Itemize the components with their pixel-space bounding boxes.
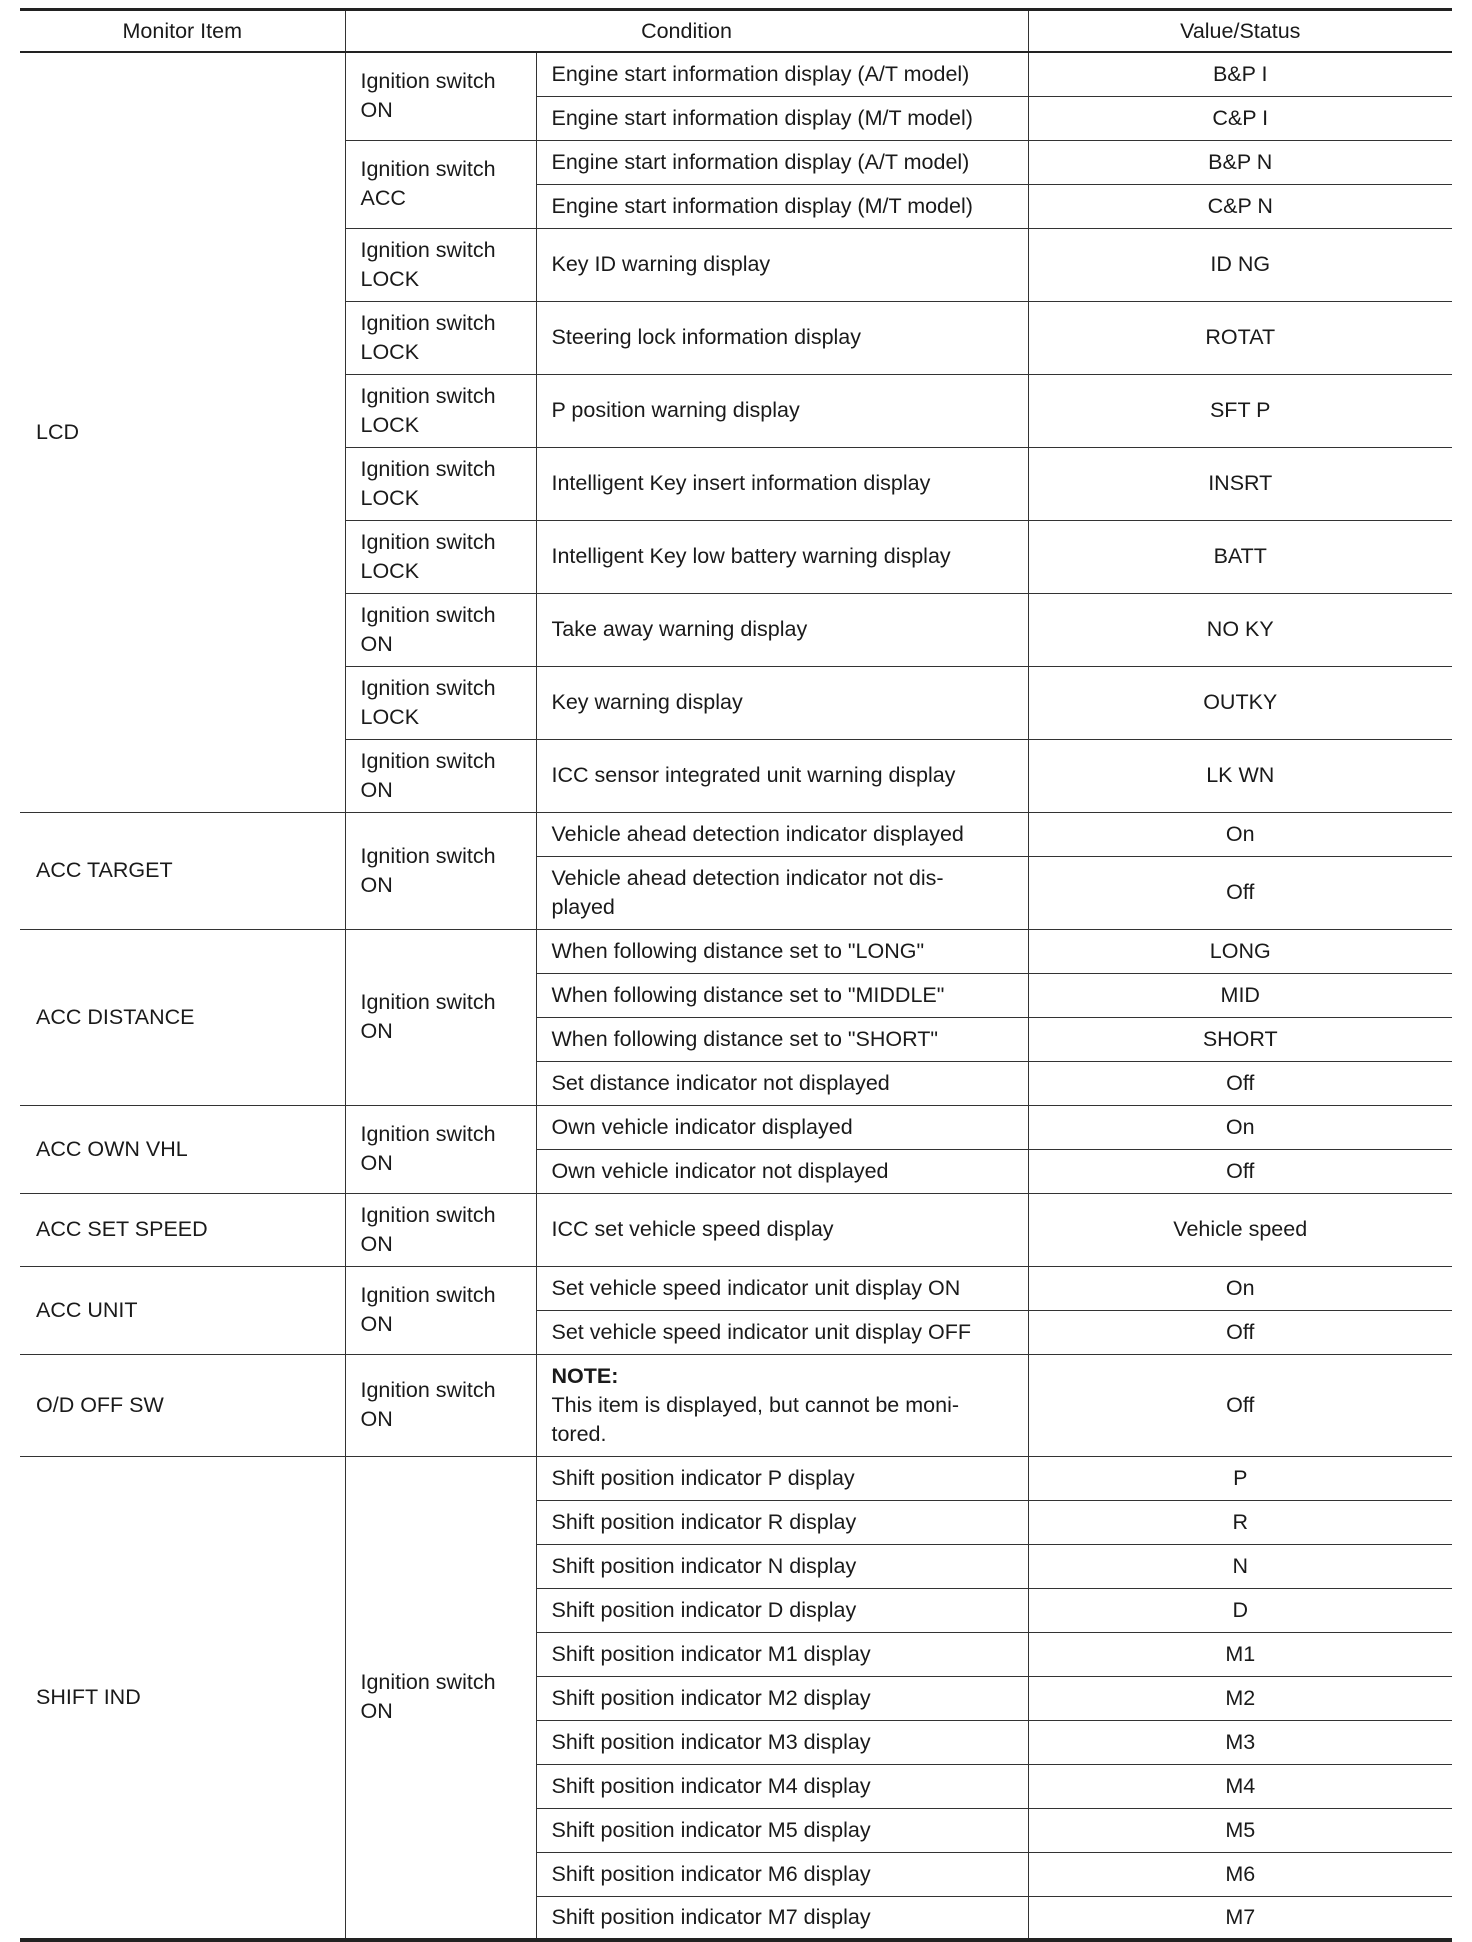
condition-cell: Own vehicle indicator displayed <box>536 1105 1028 1149</box>
condition-cell: Engine start information display (A/T model) <box>536 52 1028 96</box>
ignition-state: ON <box>360 1699 393 1724</box>
condition-line: Vehicle ahead detection indicator not dis- <box>551 865 944 890</box>
ignition-condition <box>345 812 536 929</box>
value-cell: SHORT <box>1028 1017 1452 1061</box>
value-cell: Off <box>1028 856 1452 929</box>
value-cell: M7 <box>1028 1896 1452 1940</box>
ignition-switch-label: Ignition switch <box>360 237 496 262</box>
ignition-switch-label: Ignition switch <box>360 675 496 700</box>
ignition-condition <box>345 739 536 812</box>
ignition-switch-label: Ignition switch <box>360 843 496 868</box>
value-cell: M3 <box>1028 1720 1452 1764</box>
condition-cell: Shift position indicator M4 display <box>536 1764 1028 1808</box>
header-monitor-item: Monitor Item <box>20 10 345 53</box>
ignition-condition <box>345 520 536 593</box>
value-cell: Vehicle speed <box>1028 1193 1452 1266</box>
condition-cell: Shift position indicator M6 display <box>536 1852 1028 1896</box>
monitor-item-od-off-sw: O/D OFF SW <box>20 1354 345 1456</box>
value-cell: M2 <box>1028 1676 1452 1720</box>
value-cell: Off <box>1028 1149 1452 1193</box>
value-cell: NO KY <box>1028 593 1452 666</box>
ignition-switch-label: Ignition switch <box>360 69 496 94</box>
condition-cell: Set vehicle speed indicator unit display ON <box>536 1266 1028 1310</box>
condition-cell: Vehicle ahead detection indicator displayed <box>536 812 1028 856</box>
header-value-status: Value/Status <box>1028 10 1452 53</box>
condition-cell: Own vehicle indicator not displayed <box>536 1149 1028 1193</box>
condition-cell: Shift position indicator N display <box>536 1544 1028 1588</box>
ignition-state: ACC <box>360 186 406 210</box>
condition-cell: Engine start information display (M/T model) <box>536 96 1028 140</box>
value-cell: INSRT <box>1028 447 1452 520</box>
value-cell: SFT P <box>1028 374 1452 447</box>
value-cell: On <box>1028 1105 1452 1149</box>
value-cell: N <box>1028 1544 1452 1588</box>
value-cell: B&P I <box>1028 52 1452 96</box>
monitor-item-acc-set-speed: ACC SET SPEED <box>20 1193 345 1266</box>
condition-cell: Key ID warning display <box>536 228 1028 301</box>
table-row <box>20 52 1452 96</box>
ignition-state: ON <box>360 872 393 897</box>
ignition-condition <box>345 1266 536 1354</box>
ignition-state: ON <box>360 1407 393 1431</box>
ignition-condition <box>345 374 536 447</box>
condition-cell: Shift position indicator M1 display <box>536 1632 1028 1676</box>
condition-cell: Engine start information display (A/T model) <box>536 140 1028 184</box>
condition-cell: Take away warning display <box>536 593 1028 666</box>
ignition-state: ON <box>360 631 393 656</box>
condition-cell: Key warning display <box>536 666 1028 739</box>
condition-cell: Set distance indicator not displayed <box>536 1061 1028 1105</box>
ignition-switch-label: Ignition switch <box>360 529 496 554</box>
condition-cell: Intelligent Key insert information display <box>536 447 1028 520</box>
condition-cell: When following distance set to "SHORT" <box>536 1017 1028 1061</box>
condition-cell: Engine start information display (M/T model) <box>536 184 1028 228</box>
monitor-item-acc-unit: ACC UNIT <box>20 1266 345 1354</box>
condition-cell: P position warning display <box>536 374 1028 447</box>
value-cell: C&P N <box>1028 184 1452 228</box>
table-row <box>20 1456 1452 1500</box>
ignition-condition <box>345 140 536 228</box>
ignition-state: ON <box>360 1231 393 1256</box>
value-cell: ID NG <box>1028 228 1452 301</box>
table-row <box>20 812 1452 856</box>
condition-cell: Shift position indicator M5 display <box>536 1808 1028 1852</box>
ignition-condition <box>345 593 536 666</box>
condition-cell: Steering lock information display <box>536 301 1028 374</box>
value-cell: M4 <box>1028 1764 1452 1808</box>
ignition-switch-label: Ignition switch <box>360 1670 496 1695</box>
monitor-item-acc-target: ACC TARGET <box>20 812 345 929</box>
value-cell: R <box>1028 1500 1452 1544</box>
ignition-state: LOCK <box>360 485 420 510</box>
condition-cell: Shift position indicator M7 display <box>536 1896 1028 1940</box>
value-cell: M5 <box>1028 1808 1452 1852</box>
ignition-condition <box>345 228 536 301</box>
value-cell: Off <box>1028 1061 1452 1105</box>
ignition-condition <box>345 929 536 1105</box>
monitor-table-container <box>20 8 1452 1942</box>
monitor-item-shift-ind: SHIFT IND <box>20 1456 345 1940</box>
ignition-state: ON <box>360 1151 393 1175</box>
condition-cell: When following distance set to "LONG" <box>536 929 1028 973</box>
condition-cell: Shift position indicator M3 display <box>536 1720 1028 1764</box>
condition-cell: Shift position indicator R display <box>536 1500 1028 1544</box>
ignition-state: LOCK <box>360 704 420 729</box>
condition-cell: Shift position indicator D display <box>536 1588 1028 1632</box>
ignition-switch-label: Ignition switch <box>360 1378 496 1402</box>
monitor-item-lcd: LCD <box>20 52 345 812</box>
value-cell: BATT <box>1028 520 1452 593</box>
ignition-condition <box>345 1193 536 1266</box>
note-text: This item is displayed, but cannot be moni- <box>551 1392 960 1417</box>
ignition-switch-label: Ignition switch <box>360 157 496 181</box>
ignition-condition <box>345 52 536 140</box>
ignition-switch-label: Ignition switch <box>360 456 496 481</box>
ignition-state: ON <box>360 98 393 123</box>
value-cell: P <box>1028 1456 1452 1500</box>
note-text: tored. <box>551 1421 607 1446</box>
value-cell: M1 <box>1028 1632 1452 1676</box>
ignition-switch-label: Ignition switch <box>360 1202 496 1227</box>
ignition-state: LOCK <box>360 266 420 291</box>
table-row <box>20 1193 1452 1266</box>
ignition-state: LOCK <box>360 339 420 364</box>
table-row <box>20 1105 1452 1149</box>
ignition-state: ON <box>360 777 393 802</box>
condition-cell: Intelligent Key low battery warning display <box>536 520 1028 593</box>
ignition-condition <box>345 666 536 739</box>
ignition-switch-label: Ignition switch <box>360 1283 496 1307</box>
condition-cell: Shift position indicator M2 display <box>536 1676 1028 1720</box>
condition-cell <box>536 856 1028 929</box>
value-cell: D <box>1028 1588 1452 1632</box>
header-row <box>20 10 1452 53</box>
ignition-switch-label: Ignition switch <box>360 748 496 773</box>
value-cell: On <box>1028 1266 1452 1310</box>
value-cell: B&P N <box>1028 140 1452 184</box>
condition-cell: ICC set vehicle speed display <box>536 1193 1028 1266</box>
value-cell: ROTAT <box>1028 301 1452 374</box>
value-cell: LONG <box>1028 929 1452 973</box>
value-cell: M6 <box>1028 1852 1452 1896</box>
ignition-state: LOCK <box>360 412 420 437</box>
value-cell: Off <box>1028 1310 1452 1354</box>
header-condition: Condition <box>345 10 1028 53</box>
ignition-switch-label: Ignition switch <box>360 602 496 627</box>
ignition-switch-label: Ignition switch <box>360 990 496 1014</box>
value-cell: MID <box>1028 973 1452 1017</box>
ignition-condition <box>345 1354 536 1456</box>
condition-line: played <box>551 894 615 919</box>
condition-cell: ICC sensor integrated unit warning display <box>536 739 1028 812</box>
ignition-switch-label: Ignition switch <box>360 383 496 408</box>
value-cell: Off <box>1028 1354 1452 1456</box>
value-cell: LK WN <box>1028 739 1452 812</box>
condition-cell: Shift position indicator P display <box>536 1456 1028 1500</box>
ignition-condition <box>345 447 536 520</box>
ignition-state: ON <box>360 1019 393 1043</box>
condition-cell: Set vehicle speed indicator unit display OFF <box>536 1310 1028 1354</box>
value-cell: OUTKY <box>1028 666 1452 739</box>
ignition-condition <box>345 301 536 374</box>
ignition-condition <box>345 1456 536 1940</box>
monitor-table <box>20 8 1452 1942</box>
value-cell: C&P I <box>1028 96 1452 140</box>
ignition-switch-label: Ignition switch <box>360 1122 496 1146</box>
table-row <box>20 1266 1452 1310</box>
value-cell: On <box>1028 812 1452 856</box>
condition-cell: When following distance set to "MIDDLE" <box>536 973 1028 1017</box>
ignition-condition <box>345 1105 536 1193</box>
monitor-item-acc-own-vhl: ACC OWN VHL <box>20 1105 345 1193</box>
ignition-state: LOCK <box>360 558 420 583</box>
ignition-state: ON <box>360 1312 393 1336</box>
table-row <box>20 929 1452 973</box>
ignition-switch-label: Ignition switch <box>360 310 496 335</box>
condition-cell <box>536 1354 1028 1456</box>
table-row <box>20 1354 1452 1456</box>
note-heading: NOTE: <box>551 1363 619 1388</box>
monitor-item-acc-distance: ACC DISTANCE <box>20 929 345 1105</box>
